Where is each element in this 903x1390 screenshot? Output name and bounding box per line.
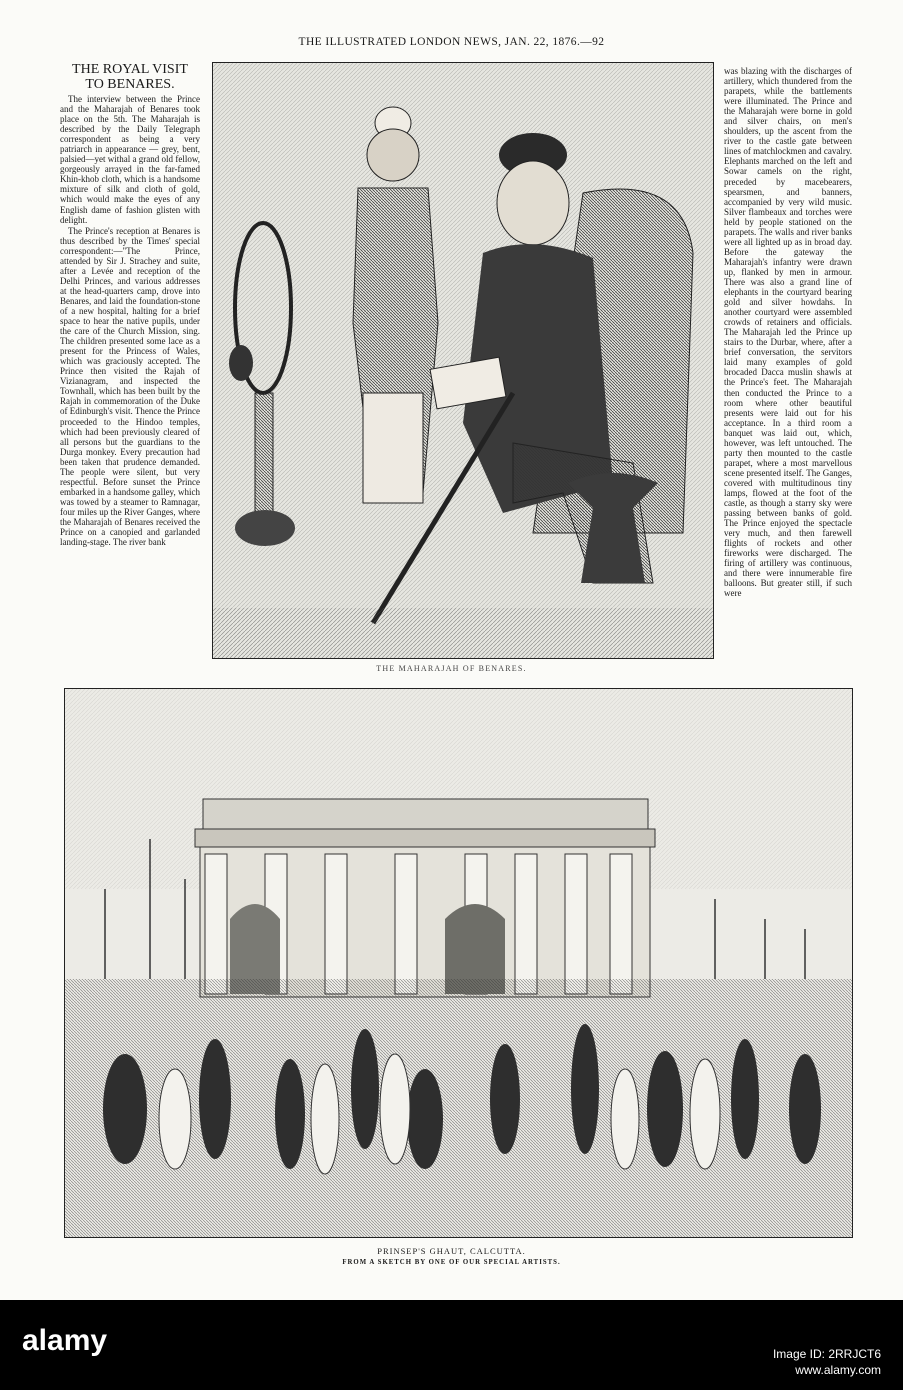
running-head: THE ILLUSTRATED LONDON NEWS, JAN. 22, 1876.—92 (298, 36, 605, 48)
bottom-figure-caption: PRINSEP'S GHAUT, CALCUTTA. (377, 1246, 526, 1256)
left-text-column (60, 94, 200, 654)
alamy-logo: alamy (22, 1324, 108, 1357)
right-text-column (724, 66, 852, 664)
paragraph: was blazing with the discharges of artillery, which thundered from the parapets, while the battlements were illuminated. The Prince and the Maharajah were borne in gold and silver chairs, on men's shoulders, up the ascent from the river to the castle gate between lines of matchlockmen and cavalry. Elephants marched on the left and Sowar camels on the right, preceded by macebearers, spearsmen, and banners, accompanied by very wild music. Silver flambeaux and torches were held by people stationed on the parapets. The walls and river banks were all lighted up as in broad day. Before the gateway the Maharajah's infantry were drawn up, flanked by men in armour. There was also a grand line of elephants in the courtyard bearing gold and silver howdahs. In another courtyard were assembled crowds of retainers and officials. The Maharajah led the Prince up stairs to the Durbar, where, after a brief conversation, the servitors laid many examples of gold brocaded Dacca muslin shawls at the Prince's feet. The Maharajah then conducted the Prince to a room where other beautiful presents were laid out for his acceptance. In a third room a banquet was laid out, which, however, was left untouched. The party then mounted to the castle parapet, where a most marvellous scene presented itself. The Ganges, covered with multitudinous tiny lamps, flowed at the foot of the castle, as though a starry sky were passing between banks of gold. The Prince enjoyed the spectacle very much, and then farewell flights of rockets and other fireworks were discharged. The firing of artillery was continuous, and there were innumerable fire balloons. But greater still, if such were (724, 66, 852, 599)
stock-footer-bar (0, 1300, 903, 1390)
paragraph: The Prince's reception at Benares is thus described by the Times' special correspondent:—"The Prince, attended by Sir J. Strachey and suite, after a Levée and reception of the Delhi Princes, and various addresses at the head-quarters camp, drove into Benares, and laid the foundation-stone of a new hospital, halting for a brief space to hear the native pupils, under the care of the Church Mission, sing. The children presented some lace as a present for the Princess of Wales, which was graciously accepted. The Prince then visited the Rajah of Vizianagram, and inspected the Townhall, which has been built by the Rajah in commemoration of the Duke of Edinburgh's visit. Thence the Prince proceeded to the Hindoo temples, which had been previously cleared of all persons but the guardians to the Durga monkey. Every precaution had been taken that prudence demanded. The people were silent, but very respectful. Before sunset the Prince embarked in a handsome galley, which was towed by a steamer to Ramnagar, four miles up the River Ganges, where the Maharajah of Benares received the Prince on a canopied and garlanded landing-stage. The river bank (60, 225, 200, 548)
engraving-illustration (213, 63, 713, 658)
image-id: Image ID: 2RRJCT6 (772, 1347, 881, 1361)
maharajah-engraving (212, 62, 714, 659)
prinseps-ghaut-engraving (64, 688, 853, 1238)
paragraph: The interview between the Prince and the Maharajah of Benares took place on the 5th. The Maharajah is described by the Daily Telegraph correspondent as being a very patriarch in appearance — grey, bent, palsied—yet withal a grand old fellow, gorgeously arrayed in the far-famed Khin-khob cloth, which is a handsome mixture of silk and cloth of gold, which would make the eyes of any English dame of fashion glisten with delight. (60, 94, 200, 225)
bottom-figure-credit: FROM A SKETCH BY ONE OF OUR SPECIAL ARTISTS. (342, 1259, 561, 1266)
site-url: www.alamy.com (795, 1363, 881, 1377)
article-title-line-1: THE ROYAL VISIT (72, 62, 188, 77)
image-id-block (773, 1346, 881, 1378)
engraving-illustration (65, 689, 852, 1237)
article-title (60, 62, 200, 92)
top-figure-caption: THE MAHARAJAH OF BENARES. (376, 664, 527, 673)
article-title-line-2: TO BENARES. (85, 77, 175, 92)
